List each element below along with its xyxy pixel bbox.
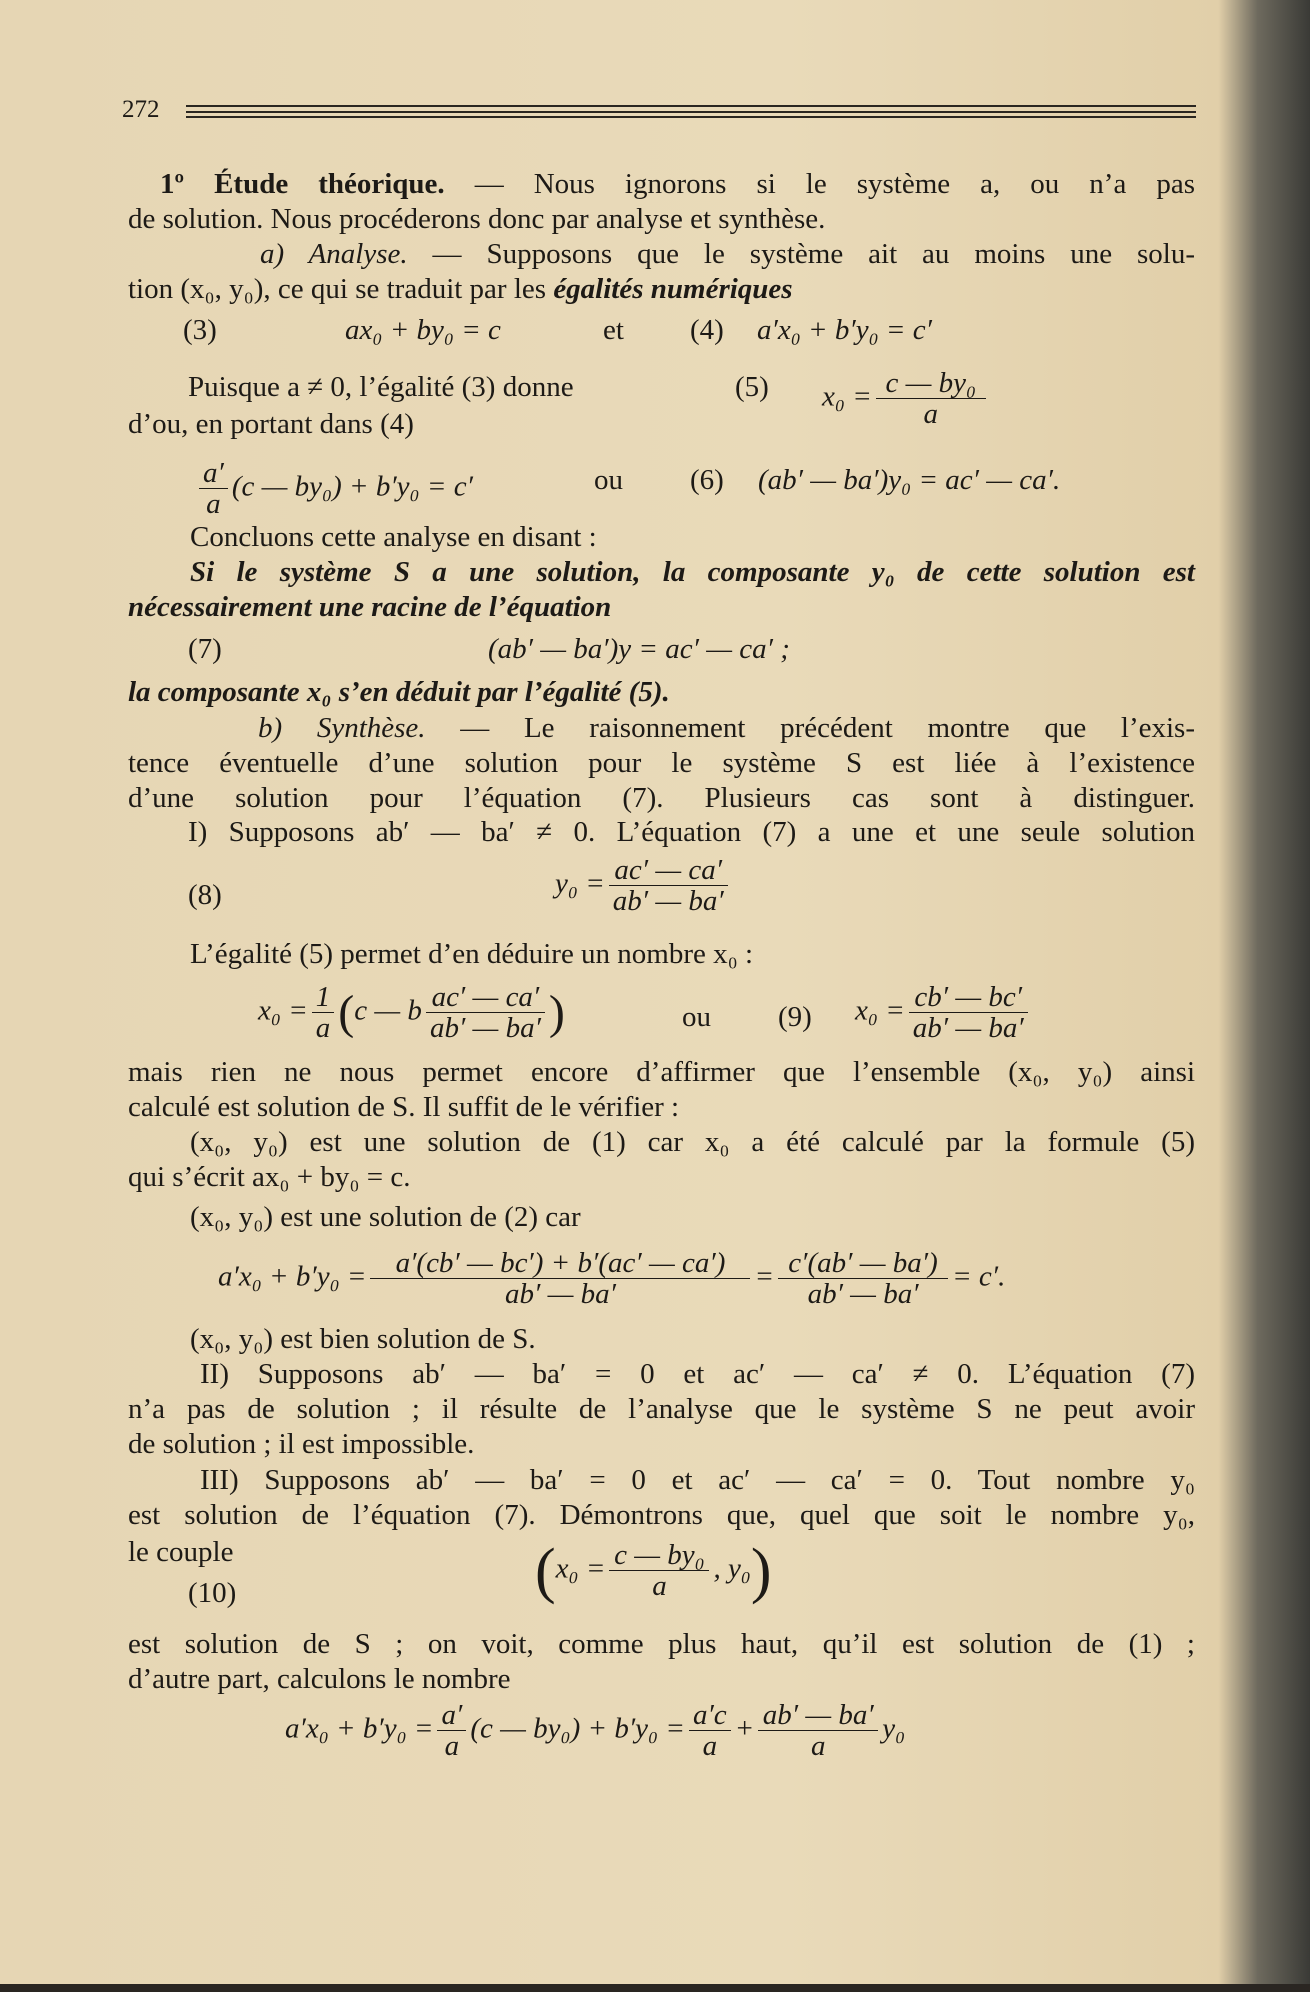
text-line: nécessairement une racine de l’équation — [128, 591, 612, 623]
header-rule — [186, 116, 1196, 118]
text-line: (x₀, y₀) est une solution de (2) car — [190, 1201, 581, 1233]
text-line: a) Analyse. — Supposons que le système ait au moins une solu- — [260, 238, 1196, 270]
equation-label: (3) — [183, 314, 217, 346]
equation: $\frac{a'}{a}$ (c — by₀) + b′y₀ = c′ — [195, 458, 473, 520]
equation: a′x₀ + b′y₀ = $\frac{a'(cb' — bc') + b'(ac' — ca')}{ab' — ba'}$ = $\frac{c'(ab' — ba')}{ab' — ba'}$ = c′. — [218, 1247, 1006, 1311]
text-line: calculé est solution de S. Il suffit de le vérifier : — [128, 1091, 680, 1123]
equation: x₀ = $\frac{cb' — bc'}{ab' — ba'}$ — [855, 982, 1032, 1044]
equation: (ab′ — ba′)y₀ = ac′ — ca′. — [758, 464, 1061, 496]
text-line: d’une solution pour l’équation (7). Plusieurs cas sont à distinguer. — [128, 782, 1195, 814]
text-line: mais rien ne nous permet encore d’affirmer que l’ensemble (x₀, y₀) ainsi — [128, 1056, 1195, 1088]
equation-label: (4) — [690, 314, 724, 346]
text-line: et — [603, 314, 624, 346]
equation: a′x₀ + b′y₀ = $\frac{a'}{a}$ (c — by₀) + b′y₀ = $\frac{a'c}{a}$ + $\frac{ab' — ba'}{a}$ y₀ — [285, 1699, 906, 1763]
equation: y₀ = $\frac{ac' — ca'}{ab' — ba'}$ — [555, 855, 732, 917]
equation: (ab′ — ba′)y = ac′ — ca′ ; — [488, 633, 790, 665]
text-line: (x₀, y₀) est bien solution de S. — [190, 1323, 536, 1355]
page-edge — [0, 1984, 1310, 1992]
text-line: L’égalité (5) permet d’en déduire un nombre x₀ : — [190, 938, 754, 970]
text-line: I) Supposons ab′ — ba′ ≠ 0. L’équation (7) a une et une seule solution — [188, 816, 1195, 848]
header-rule — [186, 111, 1196, 113]
equation-label: (5) — [735, 371, 769, 403]
header-rule — [186, 105, 1196, 107]
text-line: est solution de l’équation (7). Démontrons que, quel que soit le nombre y₀, — [128, 1499, 1195, 1531]
page-number: 272 — [122, 96, 160, 123]
equation-label: (7) — [188, 633, 222, 665]
text-line: de solution ; il est impossible. — [128, 1428, 475, 1460]
text-line: la composante x₀ s’en déduit par l’égalité (5). — [128, 676, 670, 708]
equation: x₀ = $\frac{\text{c — by₀}}{a}$ — [822, 368, 990, 430]
equation-label: (9) — [778, 1001, 812, 1033]
equation-label: (10) — [188, 1577, 237, 1609]
equation-label: (8) — [188, 879, 222, 911]
text-line: ou — [594, 464, 623, 496]
equation: a′x₀ + b′y₀ = c′ — [757, 314, 932, 346]
text-line: II) Supposons ab′ — ba′ = 0 et ac′ — ca′ ≠ 0. L’équation (7) — [200, 1358, 1195, 1390]
equation-label: (6) — [690, 464, 724, 496]
equation: (x₀ = $\frac{\text{c — by₀}}{a}$ , y₀) — [535, 1536, 772, 1605]
text-line: est solution de S ; on voit, comme plus haut, qu’il est solution de (1) ; — [128, 1628, 1195, 1660]
text-line: Puisque a ≠ 0, l’égalité (3) donne — [188, 371, 574, 403]
text-line: d’autre part, calculons le nombre — [128, 1663, 511, 1695]
text-line: le couple — [128, 1536, 234, 1568]
text-line: de solution. Nous procéderons donc par analyse et synthèse. — [128, 203, 826, 235]
text-line: ou — [682, 1001, 711, 1033]
text-line: Si le système S a une solution, la composante y₀ de cette solution est — [190, 556, 1195, 588]
text-line: qui s’écrit ax₀ + by₀ = c. — [128, 1161, 411, 1193]
text-line: n’a pas de solution ; il résulte de l’analyse que le système S ne peut avoir — [128, 1393, 1195, 1425]
text-line: III) Supposons ab′ — ba′ = 0 et ac′ — ca′ = 0. Tout nombre y₀ — [200, 1464, 1195, 1496]
text-line: tence éventuelle d’une solution pour le système S est liée à l’existence — [128, 747, 1195, 779]
text-line: d’ou, en portant dans (4) — [128, 408, 414, 440]
text-line: 1º Étude théorique. — Nous ignorons si le système a, ou n’a pas — [160, 168, 1195, 200]
text-line: tion (x₀, y₀), ce qui se traduit par les égalités numériques — [128, 273, 793, 305]
equation: x₀ = $\frac{1}{a}$ (c — b $\frac{ac' — ca'}{ab' — ba'}$ ) — [258, 981, 565, 1045]
text-line: b) Synthèse. — Le raisonnement précédent montre que l’exis- — [258, 712, 1195, 744]
text-line: (x₀, y₀) est une solution de (1) car x₀ a été calculé par la formule (5) — [190, 1126, 1195, 1158]
equation: ax₀ + by₀ = c — [345, 314, 501, 346]
text-line: Concluons cette analyse en disant : — [190, 521, 597, 553]
